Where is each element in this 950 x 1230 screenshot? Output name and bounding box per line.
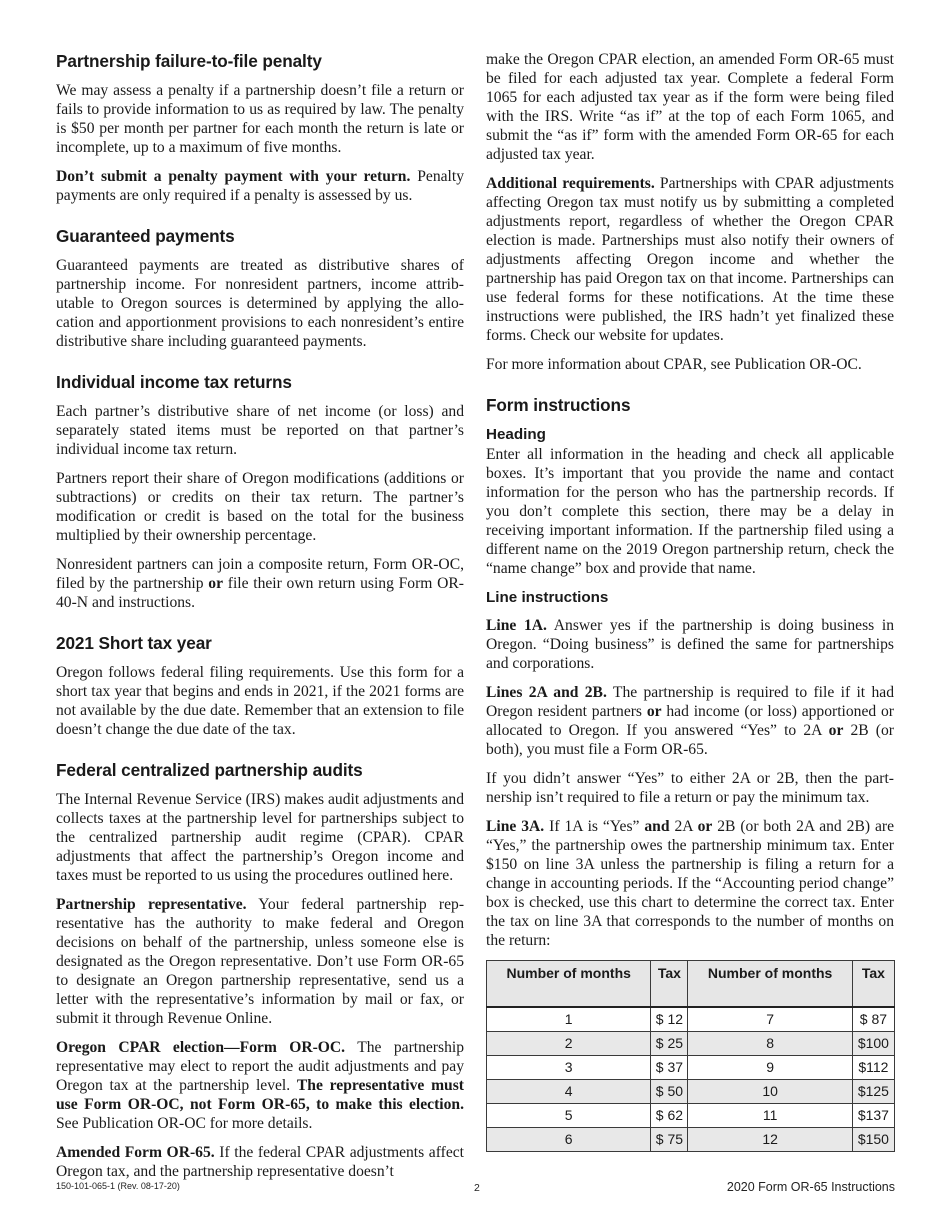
table-row: 5 $ 62 11 $137 <box>487 1104 895 1128</box>
column-header: Tax <box>852 961 894 1008</box>
paragraph-more-info: For more information about CPAR, see Publication OR-OC. <box>486 356 862 373</box>
section-heading: Partnership failure-to-file penalty <box>56 51 322 71</box>
right-column <box>486 50 894 1152</box>
paragraph-line-3a: Line 3A. If 1A is “Yes” and 2A or 2B (or both 2A and 2B) are “Yes,” the partnership owes the partnership minimum tax. Enter $150 on line 3A unless the partnership is filing a return for a change in accounting periods. If the “Accounting period change” box is checked, use this chart to determine the correct tax. Enter the tax on line 3A that corresponds to the number of months on the return: <box>486 818 894 949</box>
section-guaranteed-payments <box>56 225 464 351</box>
paragraph: The Internal Revenue Service (IRS) makes audit adjustments and collects taxes at the partnership level for partnerships subject to the centralized partnership audit regime (CPAR). CPAR adjustments that affect the partnership’s Oregon income and taxes must be reported to us using the procedures outlined here. <box>56 791 464 884</box>
paragraph: Don’t submit a penalty payment with your return. Penalty payments are only required if a penalty is assessed by us. <box>56 168 464 204</box>
section-failure-to-file-penalty <box>56 50 464 205</box>
page-number: 2 <box>474 1182 480 1194</box>
paragraph-cpar-election: Oregon CPAR election—Form OR-OC. The partnership representative may elect to report the audit adjustments and pay Oregon tax at the partnership level. The representative must use Form OR-OC, not Form OR-65, to make this election. See Publication OR-OC for more details. <box>56 1039 464 1132</box>
subheading-heading: Heading <box>486 426 546 443</box>
table-header-row <box>487 961 895 1008</box>
section-heading: 2021 Short tax year <box>56 633 212 653</box>
paragraph: Guaranteed payments are treated as distributive shares of partnership income. For nonresident partners, income attributable to Oregon sources is determined by applying the allocation and apportionment provisions to each nonresident’s entire distributive share including guaranteed payments. <box>56 257 464 350</box>
column-header: Number of months <box>487 961 651 1008</box>
paragraph: Enter all information in the heading and check all applicable boxes. It’s important that you provide the name and contact information for the person who has the partnership records. If you don’t complete this section, there may be a delay in receiving important information. If the partnership filed using a different name on the 2019 Oregon partnership return, check the “name change” box and provide that name. <box>486 446 894 577</box>
form-number: 150-101-065-1 (Rev. 08-17-20) <box>56 1181 180 1191</box>
document-title: 2020 Form OR-65 Instructions <box>726 1180 895 1194</box>
column-header: Number of months <box>688 961 852 1008</box>
paragraph: Partners report their share of Oregon modifications (additions or subtractions) or credits on their tax return. The partner’s modification or credit is based on the total for the business multiplied by their ownership percentage. <box>56 470 464 544</box>
section-individual-income-tax-returns <box>56 371 464 612</box>
section-heading: Guaranteed payments <box>56 226 235 246</box>
paragraph-lines-2a-2b: Lines 2A and 2B. The partnership is required to file if it had Oregon resident partners or had income (or loss) apportioned or allocated to Oregon. If you answered “Yes” to 2A or 2B (or both), you must file a Form OR-65. <box>486 684 895 758</box>
paragraph-amended-form: Amended Form OR-65. If the federal CPAR adjustments affect Oregon tax, and the partnership representative doesn’t <box>56 1144 465 1180</box>
section-form-instructions <box>486 394 894 950</box>
bold-lead: Don’t submit a penalty payment with your return. <box>56 168 411 185</box>
paragraph-line-1a: Line 1A. Answer yes if the partnership is doing business in Oregon. “Doing business” is defined the same for partnerships and corporations. <box>486 617 894 672</box>
paragraph: Nonresident partners can join a composite return, Form OR-OC, filed by the partnership or file their own return using Form OR-40-N and instructions. <box>56 556 465 611</box>
paragraph: If you didn’t answer “Yes” to either 2A or 2B, then the partnership isn’t required to file a return or pay the minimum tax. <box>486 770 894 806</box>
table-row: 1 $ 12 7 $ 87 <box>487 1007 895 1032</box>
section-heading: Federal centralized partnership audits <box>56 760 363 780</box>
table-row: 4 $ 50 10 $125 <box>487 1080 895 1104</box>
section-short-tax-year <box>56 632 464 739</box>
minimum-tax-table <box>486 960 895 1152</box>
paragraph-amended-continued: make the Oregon CPAR election, an amended Form OR-65 must be filed for each adjusted tax year. Complete a federal Form 1065 for each adjusted tax year as if the form were being filed with the IRS. Write “as if” at the top of each Form 1065, and submit the “as if” form with the amended Form OR-65 for each adjusted tax year. <box>486 51 894 163</box>
subheading-line-instructions: Line instructions <box>486 589 609 606</box>
paragraph-partnership-representative: Partnership representative. Your federal partnership representative has the authority to make federal and Oregon decisions on behalf of the partnership, unless someone else is designated as the Oregon representative. Don’t use Form OR-65 to designate an Oregon partnership representative, send us a letter with the representative’s information by mail or fax, or submit it through Revenue Online. <box>56 896 465 1027</box>
page-footer <box>56 1180 895 1194</box>
table-row: 3 $ 37 9 $112 <box>487 1056 895 1080</box>
table-row: 2 $ 25 8 $100 <box>487 1032 895 1056</box>
section-heading: Individual income tax returns <box>56 372 292 392</box>
section-heading: Form instructions <box>486 395 631 415</box>
table-row: 6 $ 75 12 $150 <box>487 1128 895 1152</box>
left-column <box>56 50 464 1191</box>
section-federal-centralized-audits <box>56 759 464 1181</box>
paragraph: Oregon follows federal filing requirements. Use this form for a short tax year that begins and ends in 2021, if the 2021 forms are not available by the due date. Remember that an extension to file doesn’t change the due date of the tax. <box>56 664 464 738</box>
paragraph-additional-requirements: Additional requirements. Partnerships with CPAR adjustments affecting Oregon tax must notify us by submitting a completed adjustments report, regardless of whether the Oregon CPAR election is made. Partnerships must also notify their owners of adjustments affecting Oregon income and whether the partnership has paid Oregon tax on that income. Partnerships can use federal forms for these notifications. At the time these instructions were published, the IRS hadn’t yet finalized these forms. Check our website for updates. <box>486 175 894 344</box>
column-header: Tax <box>651 961 688 1008</box>
paragraph: We may assess a penalty if a partnership doesn’t file a return or fails to provide information to us as required by law. The penalty is $50 per month per partner for each month the return is late or incomplete, up to a maximum of five months. <box>56 82 464 156</box>
paragraph: Each partner’s distributive share of net income (or loss) and separately stated items must be reported on that partner’s individual income tax return. <box>56 403 464 458</box>
